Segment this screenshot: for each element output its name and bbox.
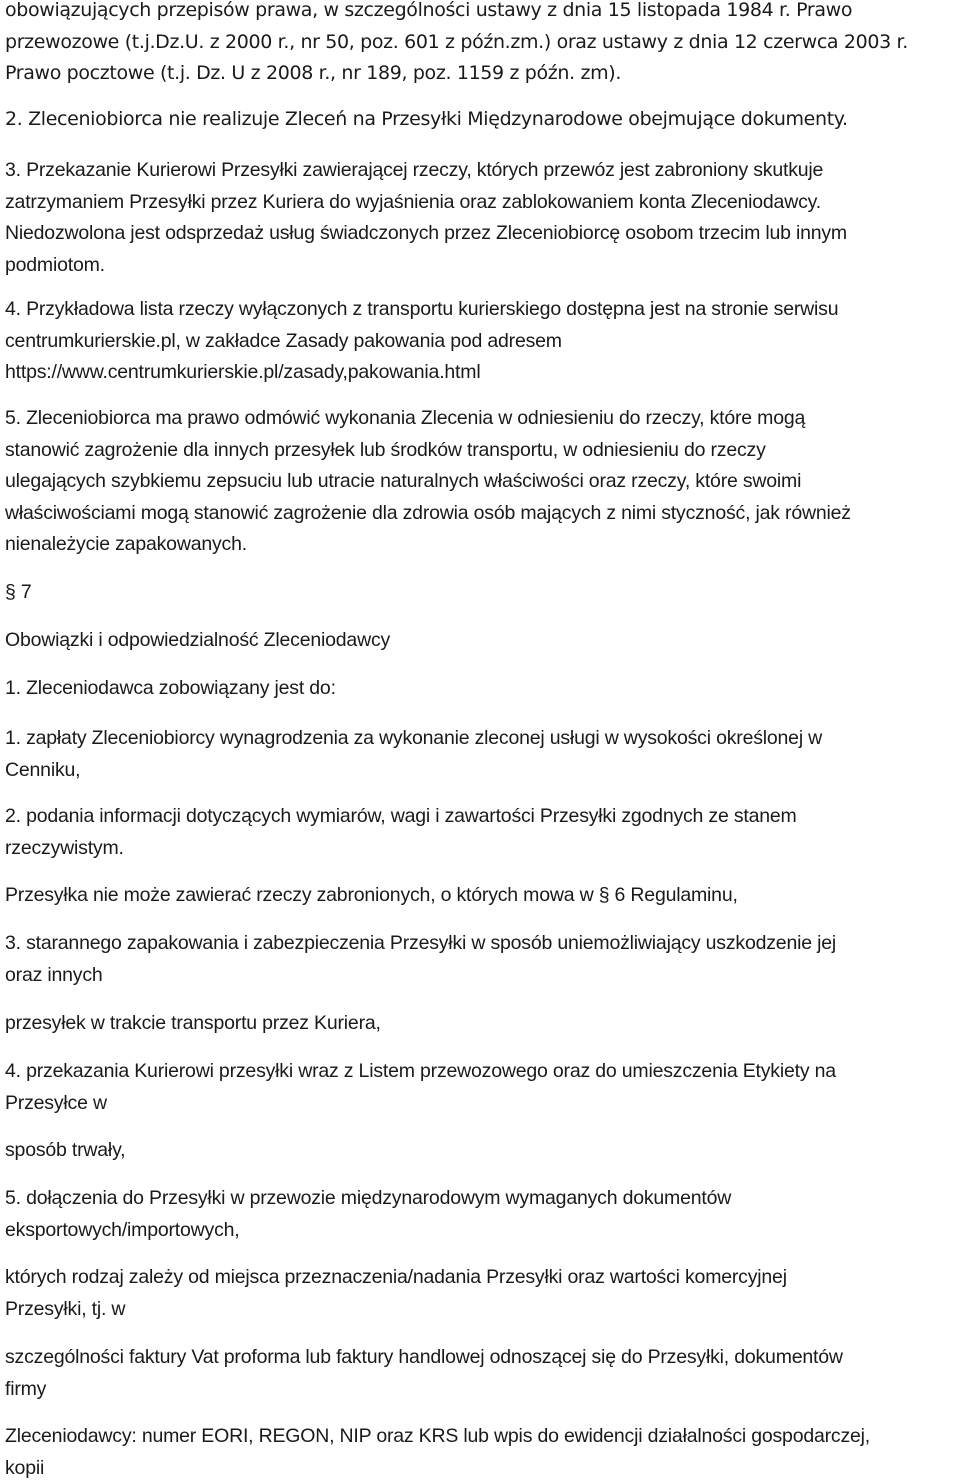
- link-url[interactable]: https://www.centrumkurierskie.pl/zasady,pakowania.html: [5, 357, 957, 389]
- text-line: 2. Zleceniobiorca nie realizuje Zleceń na Przesyłki Międzynarodowe obejmujące dokumenty.: [5, 104, 957, 136]
- section-title: [5, 625, 957, 657]
- text-line: podmiotom.: [5, 250, 957, 282]
- text-line: Przesyłka nie może zawierać rzeczy zabronionych, o których mowa w § 6 Regulaminu,: [5, 880, 957, 912]
- text-line: 1. Zleceniodawca zobowiązany jest do:: [5, 673, 957, 705]
- text-line: nienależycie zapakowanych.: [5, 529, 957, 561]
- text-line: obowiązujących przepisów prawa, w szczególności ustawy z dnia 15 listopada 1984 r. Prawo: [5, 0, 957, 27]
- paragraph-7-note: [5, 880, 957, 912]
- paragraph-item-3: [5, 155, 957, 281]
- text-line: sposób trwały,: [5, 1135, 957, 1167]
- text-line: 4. przekazania Kurierowi przesyłki wraz z Listem przewozowego oraz do umieszczenia Etykiety na: [5, 1056, 957, 1088]
- text-line: zatrzymaniem Przesyłki przez Kuriera do wyjaśnienia oraz zablokowaniem konta Zleceniodawcy.: [5, 187, 957, 219]
- section-number: [5, 577, 957, 609]
- text-line: Prawo pocztowe (t.j. Dz. U z 2008 r., nr 189, poz. 1159 z późn. zm).: [5, 58, 957, 90]
- text-line: 5. dołączenia do Przesyłki w przewozie międzynarodowym wymaganych dokumentów: [5, 1183, 957, 1215]
- text-line: Niedozwolona jest odsprzedaż usług świadczonych przez Zleceniobiorcę osobom trzecim lub innym: [5, 218, 957, 250]
- text-line: 2. podania informacji dotyczących wymiarów, wagi i zawartości Przesyłki zgodnych ze stanem: [5, 801, 957, 833]
- paragraph-7-1-2: [5, 801, 957, 864]
- text-line: oraz innych: [5, 960, 957, 992]
- text-line: 4. Przykładowa lista rzeczy wyłączonych z transportu kurierskiego dostępna jest na stronie serwisu: [5, 294, 957, 326]
- paragraph-7-1-4: [5, 1056, 957, 1119]
- text-line: 3. Przekazanie Kurierowi Przesyłki zawierającej rzeczy, których przewóz jest zabroniony skutkuje: [5, 155, 957, 187]
- paragraph-7-1-5c: [5, 1342, 957, 1405]
- paragraph-7-1-3: [5, 928, 957, 991]
- paragraph-item-2: [5, 104, 957, 136]
- text-line: 3. starannego zapakowania i zabezpieczenia Przesyłki w sposób uniemożliwiający uszkodzenie jej: [5, 928, 957, 960]
- text-line: właściwościami mogą stanowić zagrożenie dla zdrowia osób mających z nimi styczność, jak również: [5, 498, 957, 530]
- text-line: Przesyłce w: [5, 1088, 957, 1120]
- text-line: rzeczywistym.: [5, 833, 957, 865]
- text-line: centrumkurierskie.pl, w zakładce Zasady pakowania pod adresem: [5, 326, 957, 358]
- paragraph-7-1-5: [5, 1183, 957, 1246]
- text-line: ulegających szybkiemu zepsuciu lub utracie naturalnych właściwości oraz rzeczy, które swoimi: [5, 466, 957, 498]
- text-line: których rodzaj zależy od miejsca przeznaczenia/nadania Przesyłki oraz wartości komercyjnej: [5, 1262, 957, 1294]
- page-title: Obowiązki i odpowiedzialność Zleceniodawcy: [5, 625, 957, 657]
- text-line: Zleceniodawcy: numer EORI, REGON, NIP oraz KRS lub wpis do ewidencji działalności gospodarczej,: [5, 1421, 957, 1453]
- text-line: Przesyłki, tj. w: [5, 1294, 957, 1326]
- paragraph-7-1-4b: [5, 1135, 957, 1167]
- section-heading: § 7: [5, 577, 957, 609]
- paragraph-7-1-5d: [5, 1421, 957, 1484]
- text-line: szczególności faktury Vat proforma lub faktury handlowej odnoszącej się do Przesyłki, dokumentów: [5, 1342, 957, 1374]
- paragraph-7-1-3b: [5, 1008, 957, 1040]
- paragraph-item-4: [5, 294, 957, 389]
- text-line: 5. Zleceniobiorca ma prawo odmówić wykonania Zlecenia w odniesieniu do rzeczy, które mogą: [5, 403, 957, 435]
- text-line: eksportowych/importowych,: [5, 1215, 957, 1247]
- text-line: firmy: [5, 1374, 957, 1406]
- text-line: Cenniku,: [5, 755, 957, 787]
- paragraph-7-1: [5, 673, 957, 705]
- text-line: 1. zapłaty Zleceniobiorcy wynagrodzenia za wykonanie zleconej usługi w wysokości określonej w: [5, 723, 957, 755]
- paragraph-item-5: [5, 403, 957, 561]
- text-line: przewozowe (t.j.Dz.U. z 2000 r., nr 50, poz. 601 z późn.zm.) oraz ustawy z dnia 12 czerwca 2003 r.: [5, 27, 957, 59]
- text-line: przesyłek w trakcie transportu przez Kuriera,: [5, 1008, 957, 1040]
- text-line: kopii: [5, 1453, 957, 1484]
- text-line: stanowić zagrożenie dla innych przesyłek lub środków transportu, w odniesieniu do rzeczy: [5, 435, 957, 467]
- paragraph-7-1-5b: [5, 1262, 957, 1325]
- paragraph-7-1-1: [5, 723, 957, 786]
- paragraph-intro: [5, 0, 957, 90]
